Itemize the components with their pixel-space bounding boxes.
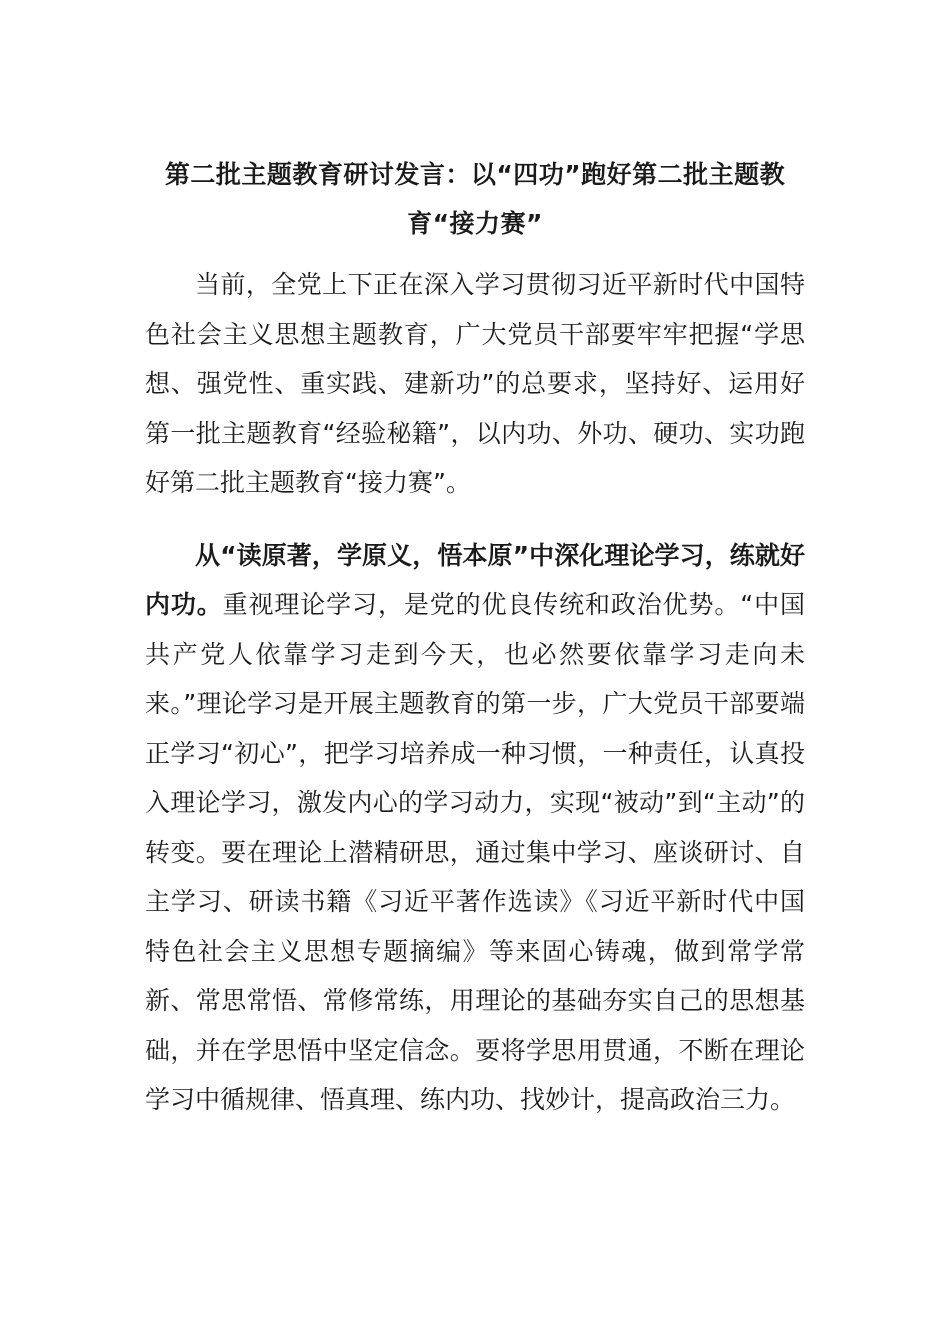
paragraph-lead: 从“读原著，学原义，悟本原”中深化理论学习，练就好内功。	[145, 540, 805, 619]
document-page	[145, 150, 805, 1125]
paragraph-text: 重视理论学习，是党的优良传统和政治优势。“中国共产党人依靠学习走到今天，也必然要依靠学习走向未来。”理论学习是开展主题教育的第一步，广大党员干部要端正学习“初心”，把学习培养成一种习惯，一种责任，认真投入理论学习，激发内心的学习动力，实现“被动”到“主动”的转变。要在理论上潜精研思，通过集中学习、座谈研讨、自主学习、研读书籍《习近平著作选读》《习近平新时代中国特色社会主义思想专题摘编》等来固心铸魂，做到常学常新、常思常悟、常修常练，用理论的基础夯实自己的思想基础，并在学思悟中坚定信念。要将学思用贯通，不断在理论学习中循规律、悟真理、练内功、找妙计，提高政治三力。	[145, 590, 805, 1114]
paragraph-intro	[145, 260, 805, 508]
paragraph-text: 当前，全党上下正在深入学习贯彻习近平新时代中国特色社会主义思想主题教育，广大党员干部要牢牢把握“学思想、强党性、重实践、建新功”的总要求，坚持好、运用好第一批主题教育“经验秘籍”，以内功、外功、硬功、实功跑好第二批主题教育“接力赛”。	[145, 270, 805, 497]
paragraph-theory-study	[145, 531, 805, 1125]
document-title: 第二批主题教育研讨发言：以“四功”跑好第二批主题教育“接力赛”	[164, 160, 786, 238]
